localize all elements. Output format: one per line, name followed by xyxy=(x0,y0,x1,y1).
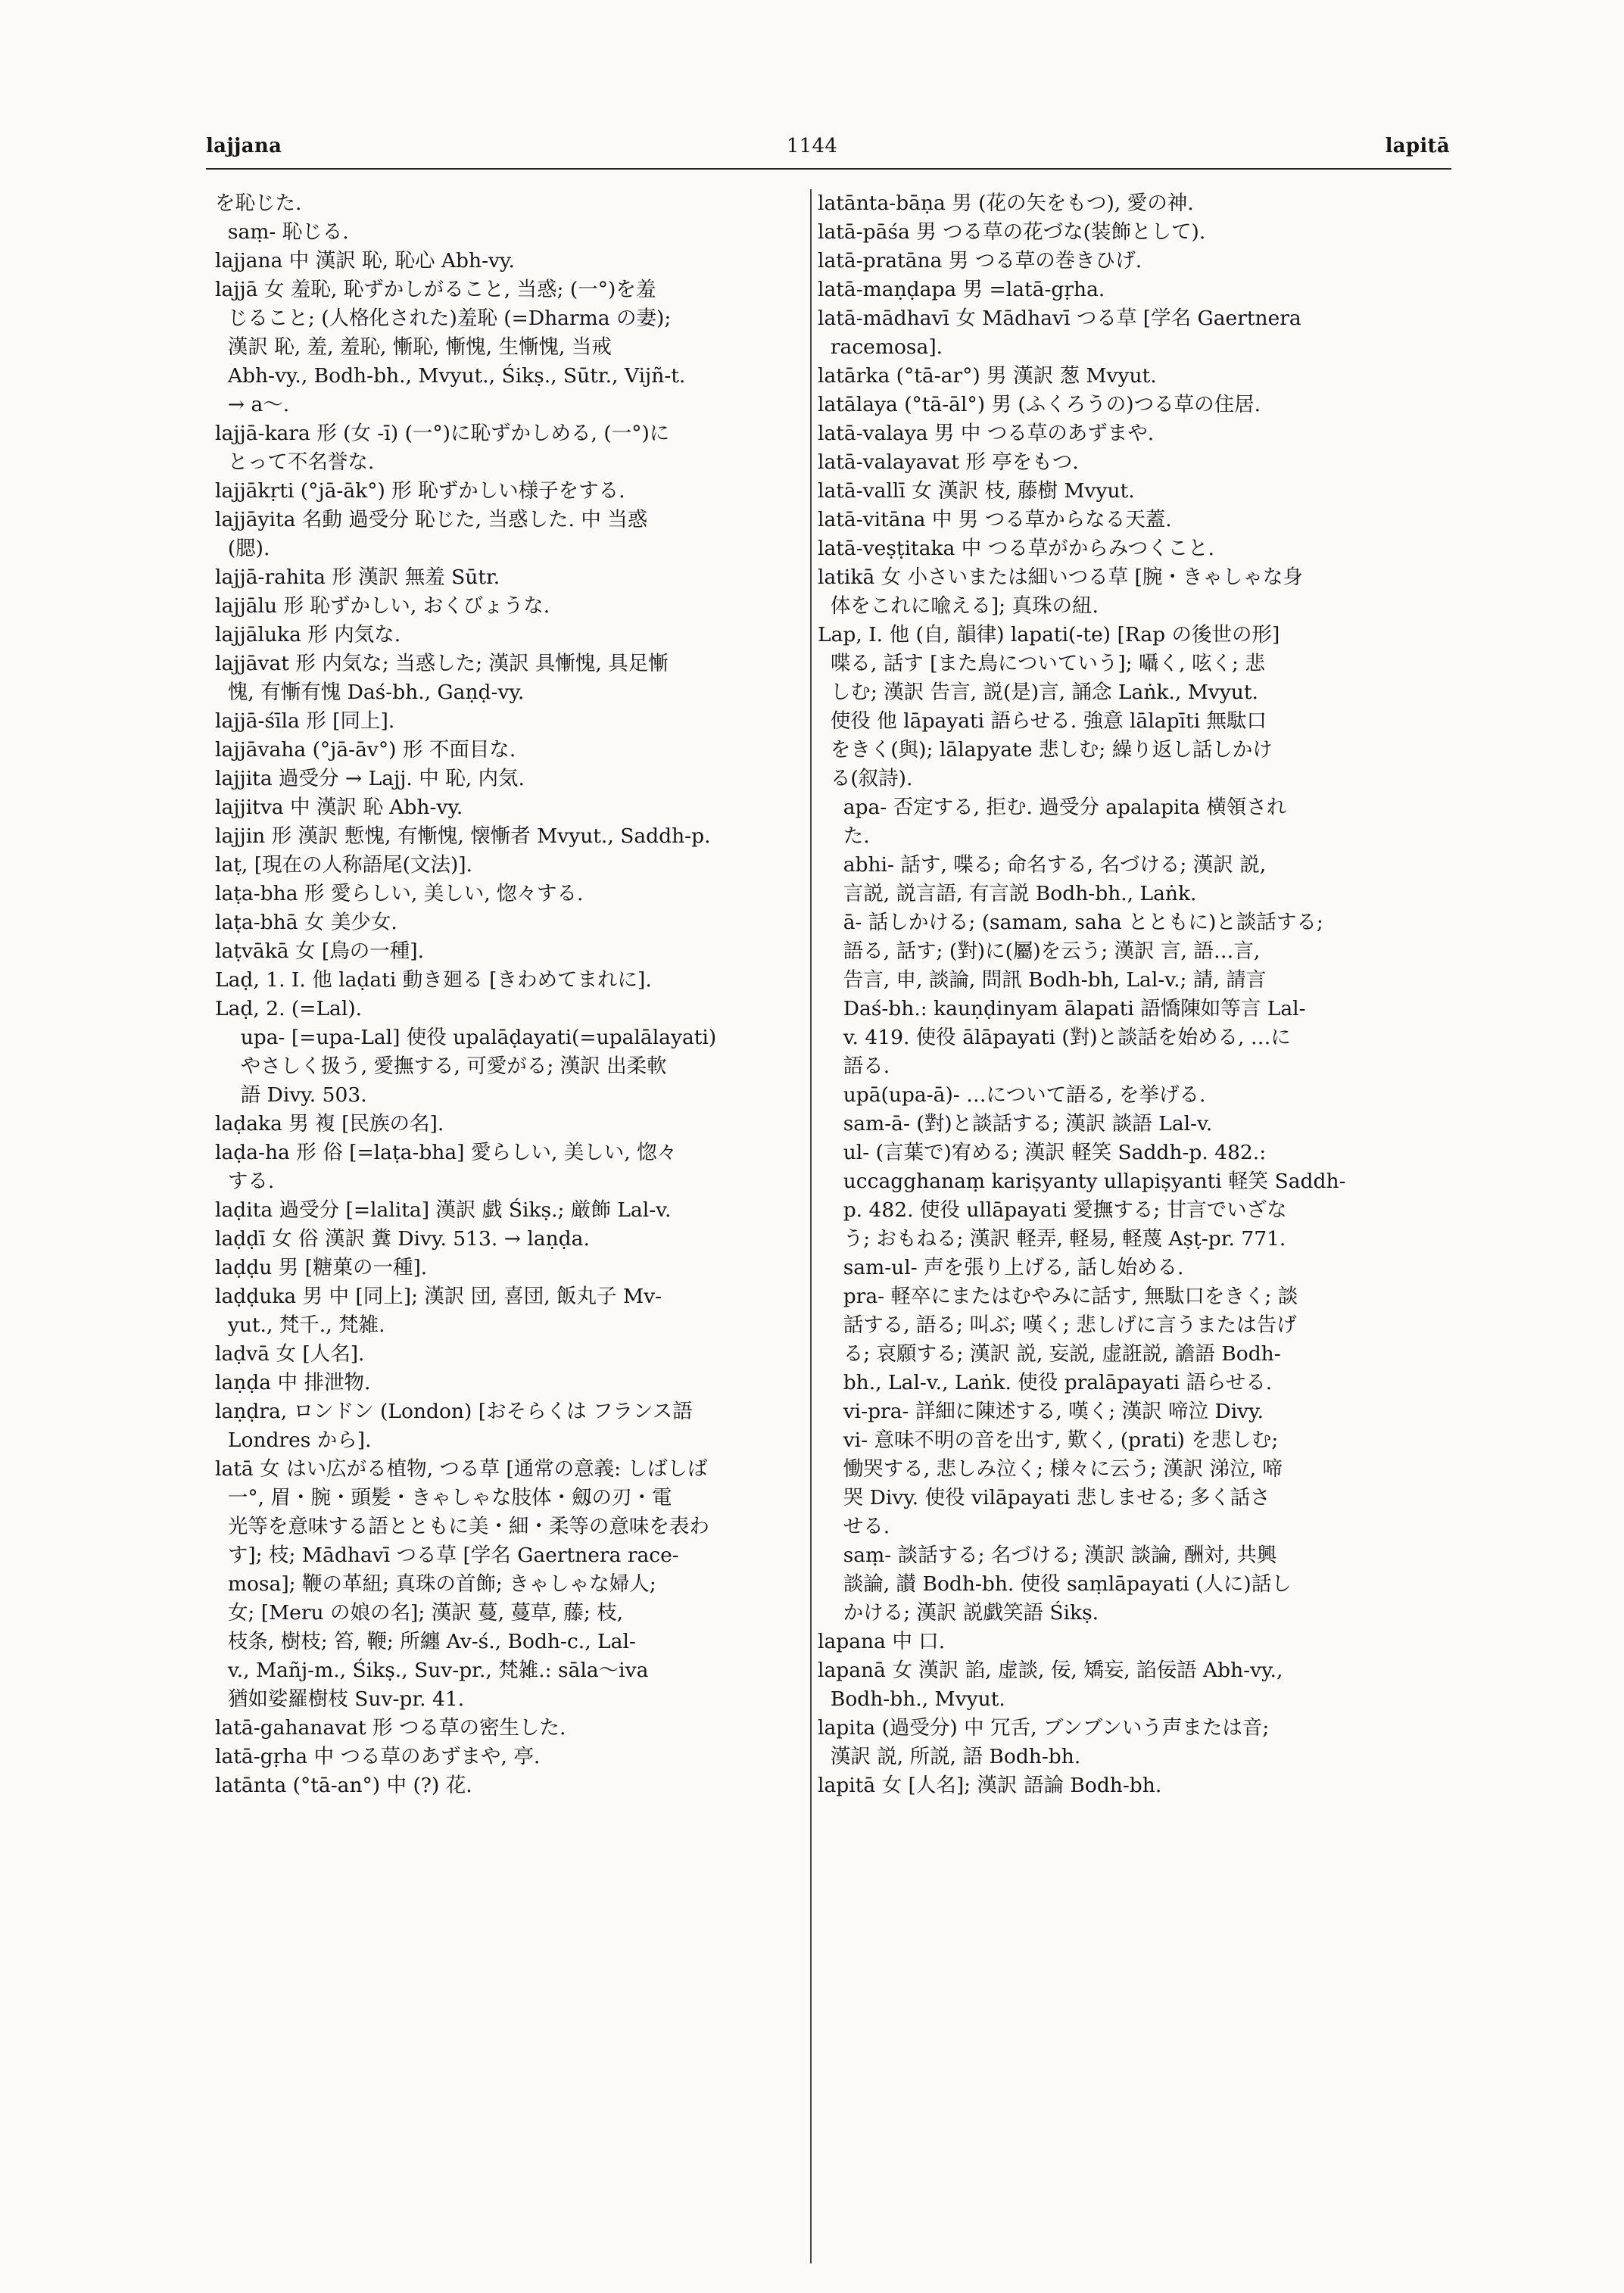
entry-line: latā-vallī 女 漢訳 枝, 藤樹 Mvyut. xyxy=(818,479,1135,503)
entry-line: 枝条, 樹枝; 笞, 鞭; 所纏 Av-ś., Bodh-c., Lal- xyxy=(215,1630,636,1653)
entry-line: しむ; 漢訳 告言, 説(是)言, 誦念 Laṅk., Mvyut. xyxy=(818,681,1258,704)
entry-line: saṃ- 恥じる. xyxy=(215,220,349,244)
entry-line: う; おもねる; 漢訳 軽弄, 軽易, 軽蔑 Aṣṭ-pr. 771. xyxy=(818,1227,1286,1251)
entry-line: latā-maṇḍapa 男 =latā-gṛha. xyxy=(818,278,1105,301)
entry-line: lajjāvat 形 内気な; 当惑した; 漢訳 具慚愧, 具足慚 xyxy=(215,652,669,675)
entry-line: latā 女 はい広がる植物, つる草 [通常の意義: しばしば xyxy=(215,1457,708,1481)
entry-line: laṇḍra, ロンドン (London) [おそらくは フランス語 xyxy=(215,1400,693,1423)
entry-line: 談論, 讃 Bodh-bh. 使役 saṃlāpayati (人に)話し xyxy=(818,1572,1292,1596)
entry-line: latikā 女 小さいまたは細いつる草 [腕・きゃしゃな身 xyxy=(818,565,1303,589)
entry-line: lajjā-śīla 形 [同上]. xyxy=(215,709,395,733)
entry-line: laṭvākā 女 [鳥の一種]. xyxy=(215,939,424,963)
entry-line: る(叙詩). xyxy=(818,767,913,790)
entry-line: 猶如娑羅樹枝 Suv-pr. 41. xyxy=(215,1687,465,1711)
entry-line: vi- 意味不明の音を出す, 歎く, (prati) を悲しむ; xyxy=(818,1428,1279,1452)
entry-line: pra- 軽卒にまたはむやみに話す, 無駄口をきく; 談 xyxy=(818,1285,1298,1308)
entry-line: yut., 梵千., 梵雑. xyxy=(215,1313,385,1337)
right-column xyxy=(818,189,1454,1800)
entry-line: 語る. xyxy=(818,1055,890,1078)
entry-line: apa- 否定する, 拒む. 過受分 apalapita 横領され xyxy=(818,796,1287,819)
entry-line: lajjin 形 漢訳 慙愧, 有慚愧, 懐慚者 Mvyut., Saddh-p. xyxy=(215,824,711,848)
entry-line: 語る, 話す; (對)に(屬)を云う; 漢訳 言, 語…言, xyxy=(818,939,1261,963)
entry-line: v. 419. 使役 ālāpayati (對)と談話を始める, …に xyxy=(818,1026,1291,1049)
guide-word-right: lapitā xyxy=(1385,135,1450,157)
entry-line: latā-pāśa 男 つる草の花づな(装飾として). xyxy=(818,220,1206,244)
entry-line: じること; (人格化された)羞恥 (=Dharma の妻); xyxy=(215,307,672,330)
entry-line: laṭa-bhā 女 美少女. xyxy=(215,911,397,934)
entry-line: racemosa]. xyxy=(818,335,943,359)
entry-line: lajjā 女 羞恥, 恥ずかしがること, 当惑; (一°)を羞 xyxy=(215,278,656,301)
entry-line: た. xyxy=(818,824,870,848)
entry-line: abhi- 話す, 喋る; 命名する, 名づける; 漢訳 説, xyxy=(818,853,1267,877)
entry-line: lajjāvaha (°jā-āv°) 形 不面目な. xyxy=(215,738,516,762)
entry-line: lapanā 女 漢訳 諂, 虚談, 佞, 矯妄, 諂佞語 Abh-vy., xyxy=(818,1659,1283,1682)
entry-line: 喋る, 話す [また鳥についていう]; 囁く, 呟く; 悲 xyxy=(818,652,1265,675)
entry-line: Daś-bh.: kauṇḍinyam ālapati 語憍陳如等言 Lal- xyxy=(818,997,1306,1020)
entry-line: lajjā-kara 形 (女 -ī) (一°)に恥ずかしめる, (一°)に xyxy=(215,422,670,445)
entry-line: をきく(與); lālapyate 悲しむ; 繰り返し話しかけ xyxy=(818,738,1273,762)
entry-line: Laḍ, 2. (=Lal). xyxy=(215,997,363,1020)
entry-line: saṃ- 談話する; 名づける; 漢訳 談論, 酬対, 共興 xyxy=(818,1544,1277,1567)
entry-line: laṭa-bha 形 愛らしい, 美しい, 惚々する. xyxy=(215,882,584,905)
entry-line: とって不名誉な. xyxy=(215,450,375,474)
entry-line: latālaya (°tā-āl°) 男 (ふくろうの)つる草の住居. xyxy=(818,393,1261,416)
entry-line: かける; 漢訳 説戯笑語 Śikṣ. xyxy=(818,1601,1099,1625)
entry-line: lapana 中 口. xyxy=(818,1630,946,1653)
entry-line: Bodh-bh., Mvyut. xyxy=(818,1687,1005,1711)
entry-line: lapitā 女 [人名]; 漢訳 語論 Bodh-bh. xyxy=(818,1774,1162,1797)
entry-line: laḍḍuka 男 中 [同上]; 漢訳 団, 喜団, 飯丸子 Mv- xyxy=(215,1285,662,1308)
entry-line: laṭ, [現在の人称語尾(文法)]. xyxy=(215,853,473,877)
entry-line: Londres から]. xyxy=(215,1428,372,1452)
entry-line: 漢訳 恥, 羞, 羞恥, 慚恥, 慚愧, 生慚愧, 当戒 xyxy=(215,335,612,359)
page-number: 1144 xyxy=(786,135,838,157)
entry-line: 体をこれに喩える]; 真珠の紐. xyxy=(818,594,1099,618)
entry-line: latā-gṛha 中 つる草のあずまや, 亭. xyxy=(215,1745,541,1768)
entry-line: uccagghanaṃ kariṣyanty ullapiṣyanti 軽笑 Saddh- xyxy=(818,1170,1346,1193)
entry-line: vi-pra- 詳細に陳述する, 嘆く; 漢訳 啼泣 Divy. xyxy=(818,1400,1264,1423)
entry-line: lajjāyita 名動 過受分 恥じた, 当惑した. 中 当惑 xyxy=(215,508,648,531)
entry-line: latā-valayavat 形 亭をもつ. xyxy=(818,450,1079,474)
entry-line: す]; 枝; Mādhavī つる草 [学名 Gaertnera race- xyxy=(215,1544,679,1567)
guide-word-left: lajjana xyxy=(206,135,282,157)
entry-line: Lap, I. 他 (自, 韻律) lapati(-te) [Rap の後世の形] xyxy=(818,623,1280,646)
column-divider xyxy=(810,189,812,2263)
entry-line: sam-ul- 声を張り上げる, 話し始める. xyxy=(818,1256,1184,1279)
entry-line: latā-valaya 男 中 つる草のあずまや. xyxy=(818,422,1155,445)
entry-line: lajjāluka 形 内気な. xyxy=(215,623,401,646)
entry-line: lajjitva 中 漢訳 恥 Abh-vy. xyxy=(215,796,463,819)
entry-line: latārka (°tā-ar°) 男 漢訳 葱 Mvyut. xyxy=(818,364,1157,388)
entry-line: latānta (°tā-an°) 中 (?) 花. xyxy=(215,1774,472,1797)
entry-line: を恥じた. xyxy=(215,192,302,215)
entry-line: する. xyxy=(215,1170,275,1193)
entry-line: laḍḍu 男 [糖菓の一種]. xyxy=(215,1256,428,1279)
entry-line: latā-vitāna 中 男 つる草からなる天蓋. xyxy=(818,508,1172,531)
entry-line: 哭 Divy. 使役 vilāpayati 悲しませる; 多く話さ xyxy=(818,1486,1270,1509)
entry-line: lajjā-rahita 形 漢訳 無羞 Sūtr. xyxy=(215,565,500,589)
entry-line: lajjana 中 漢訳 恥, 恥心 Abh-vy. xyxy=(215,249,515,273)
entry-line: laḍḍī 女 俗 漢訳 糞 Divy. 513. → laṇḍa. xyxy=(215,1227,590,1251)
entry-line: upa- [=upa-Lal] 使役 upalāḍayati(=upalālayati) xyxy=(215,1026,717,1049)
entry-line: 女; [Meru の娘の名]; 漢訳 蔓, 蔓草, 藤; 枝, xyxy=(215,1601,624,1625)
entry-line: latā-pratāna 男 つる草の巻きひげ. xyxy=(818,249,1142,273)
entry-line: 慟哭する, 悲しみ泣く; 様々に云う; 漢訳 涕泣, 啼 xyxy=(818,1457,1283,1481)
entry-line: Laḍ, 1. I. 他 laḍati 動き廻る [きわめてまれに]. xyxy=(215,968,652,992)
entry-line: laḍaka 男 複 [民族の名]. xyxy=(215,1112,444,1136)
entry-line: latā-mādhavī 女 Mādhavī つる草 [学名 Gaertnera xyxy=(818,307,1301,330)
entry-line: laḍvā 女 [人名]. xyxy=(215,1342,365,1366)
entry-line: lapita (過受分) 中 冗舌, ブンブンいう声または音; xyxy=(818,1716,1270,1740)
entry-line: 使役 他 lāpayati 語らせる. 強意 lālapīti 無駄口 xyxy=(818,709,1267,733)
entry-line: v., Mañj-m., Śikṣ., Suv-pr., 梵雑.: sāla～iva xyxy=(215,1659,649,1682)
entry-line: る; 哀願する; 漢訳 説, 妄説, 虚誑説, 譫語 Bodh- xyxy=(818,1342,1281,1366)
entry-line: p. 482. 使役 ullāpayati 愛撫する; 甘言でいざな xyxy=(818,1198,1287,1222)
entry-line: 光等を意味する語とともに美・細・柔等の意味を表わ xyxy=(215,1515,709,1538)
entry-line: upā(upa-ā)- …について語る, を挙げる. xyxy=(818,1083,1206,1107)
entry-line: せる. xyxy=(818,1515,890,1538)
entry-line: latānta-bāṇa 男 (花の矢をもつ), 愛の神. xyxy=(818,192,1194,215)
entry-line: lajjākṛti (°jā-āk°) 形 恥ずかしい様子をする. xyxy=(215,479,625,503)
entry-line: → a～. xyxy=(215,393,290,416)
entry-line: 漢訳 説, 所説, 語 Bodh-bh. xyxy=(818,1745,1081,1768)
entry-line: 語 Divy. 503. xyxy=(215,1083,367,1107)
entry-line: laṇḍa 中 排泄物. xyxy=(215,1371,371,1394)
left-column xyxy=(215,189,806,1800)
entry-line: (腮). xyxy=(215,537,270,560)
entry-line: 告言, 申, 談論, 問訊 Bodh-bh, Lal-v.; 請, 請言 xyxy=(818,968,1267,992)
entry-line: lajjita 過受分 → Lajj. 中 恥, 内気. xyxy=(215,767,525,790)
entry-line: bh., Lal-v., Laṅk. 使役 pralāpayati 語らせる. xyxy=(818,1371,1273,1394)
entry-line: sam-ā- (對)と談話する; 漢訳 談語 Lal-v. xyxy=(818,1112,1213,1136)
entry-line: ā- 話しかける; (samam, saha とともに)と談話する; xyxy=(818,911,1323,934)
entry-line: laḍa-ha 形 俗 [=laṭa-bha] 愛らしい, 美しい, 惚々 xyxy=(215,1141,678,1164)
entry-line: mosa]; 鞭の革紐; 真珠の首飾; きゃしゃな婦人; xyxy=(215,1572,656,1596)
entry-line: lajjālu 形 恥ずかしい, おくびょうな. xyxy=(215,594,550,618)
entry-line: ul- (言葉で)宥める; 漢訳 軽笑 Saddh-p. 482.: xyxy=(818,1141,1267,1164)
entry-line: Abh-vy., Bodh-bh., Mvyut., Śikṣ., Sūtr., Vijñ-t. xyxy=(215,364,686,388)
header-rule xyxy=(206,168,1451,170)
entry-line: やさしく扱う, 愛撫する, 可愛がる; 漢訳 出柔軟 xyxy=(215,1055,667,1078)
entry-line: 言説, 説言語, 有言説 Bodh-bh., Laṅk. xyxy=(818,882,1197,905)
entry-line: latā-veṣṭitaka 中 つる草がからみつくこと. xyxy=(818,537,1215,560)
entry-line: latā-gahanavat 形 つる草の密生した. xyxy=(215,1716,566,1740)
entry-line: 愧, 有慚有愧 Daś-bh., Gaṇḍ-vy. xyxy=(215,681,525,704)
entry-line: 話する, 語る; 叫ぶ; 嘆く; 悲しげに言うまたは告げ xyxy=(818,1313,1297,1337)
entry-line: laḍita 過受分 [=lalita] 漢訳 戯 Śikṣ.; 厳飾 Lal-v. xyxy=(215,1198,672,1222)
entry-line: 一°, 眉・腕・頭髪・きゃしゃな肢体・劔の刃・電 xyxy=(215,1486,672,1509)
